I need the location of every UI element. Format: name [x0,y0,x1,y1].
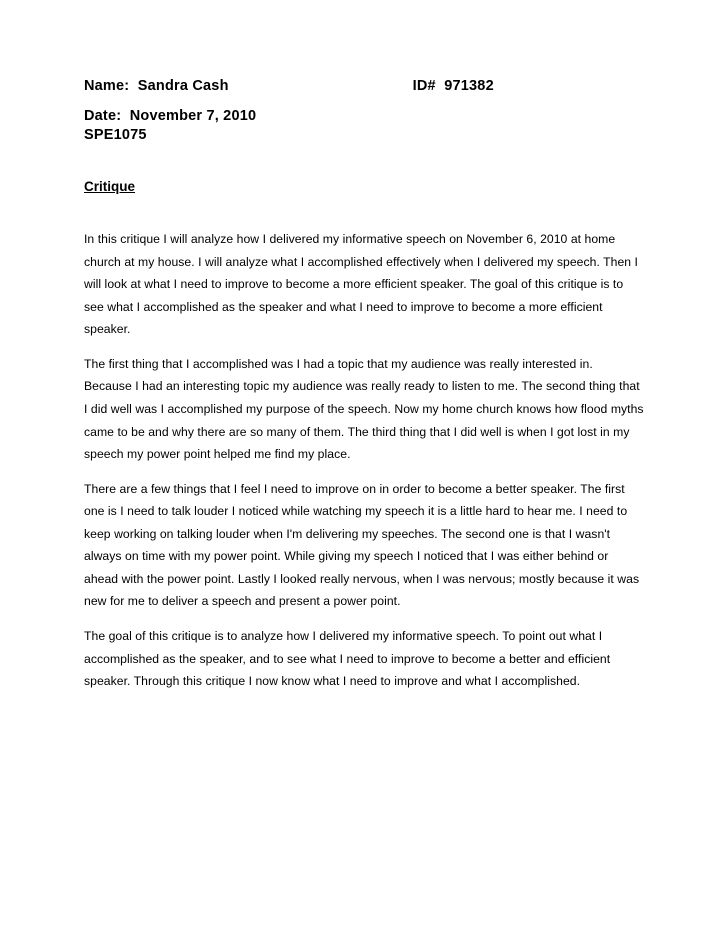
page-title: Critique [84,179,136,194]
document-body [84,228,644,693]
document-header-row [84,78,644,94]
document-date-label: Date: November 7, 2010 [84,108,257,124]
student-name-label: Name: Sandra Cash [84,78,229,94]
paragraph-2: The first thing that I accomplished was I had a topic that my audience was really interested in. Because I had an interesting topic my audience was really ready to listen to me. The second thing that I did well was I accomplished my purpose of the speech. Now my home church knows how flood myths came to be and why there are so many of them. The third thing that I did well is when I got lost in my speech my power point helped me find my place. [84,356,644,462]
student-id-label: ID# 971382 [412,78,494,94]
paragraph-1: In this critique I will analyze how I delivered my informative speech on November 6, 2010 at home church at my house. I will analyze what I accomplished effectively when I delivered my speech. Then I will look at what I need to improve to become a more efficient speaker. The goal of this critique is to see what I accomplished as the speaker and what I need to improve to become a more efficient speaker. [84,232,638,337]
paragraph-4: The goal of this critique is to analyze how I delivered my informative speech. To point out what I accomplished as the speaker, and to see what I need to improve to become a better and efficient speaker. Through this critique I now know what I need to improve and what I accomplished. [84,629,611,689]
paragraph-3: There are a few things that I feel I need to improve on in order to become a better speaker. The first one is I need to talk louder I noticed while watching my speech it is a little hard to hear me. I need to keep working on talking louder when I'm delivering my speeches. The second one is that I wasn't always on time with my power point. While giving my speech I noticed that I was either behind or ahead with the power point. Lastly I looked really nervous, when I was nervous; mostly because it was new for me to deliver a speech and present a power point. [84,481,640,609]
course-code-label: SPE1075 [84,127,147,143]
